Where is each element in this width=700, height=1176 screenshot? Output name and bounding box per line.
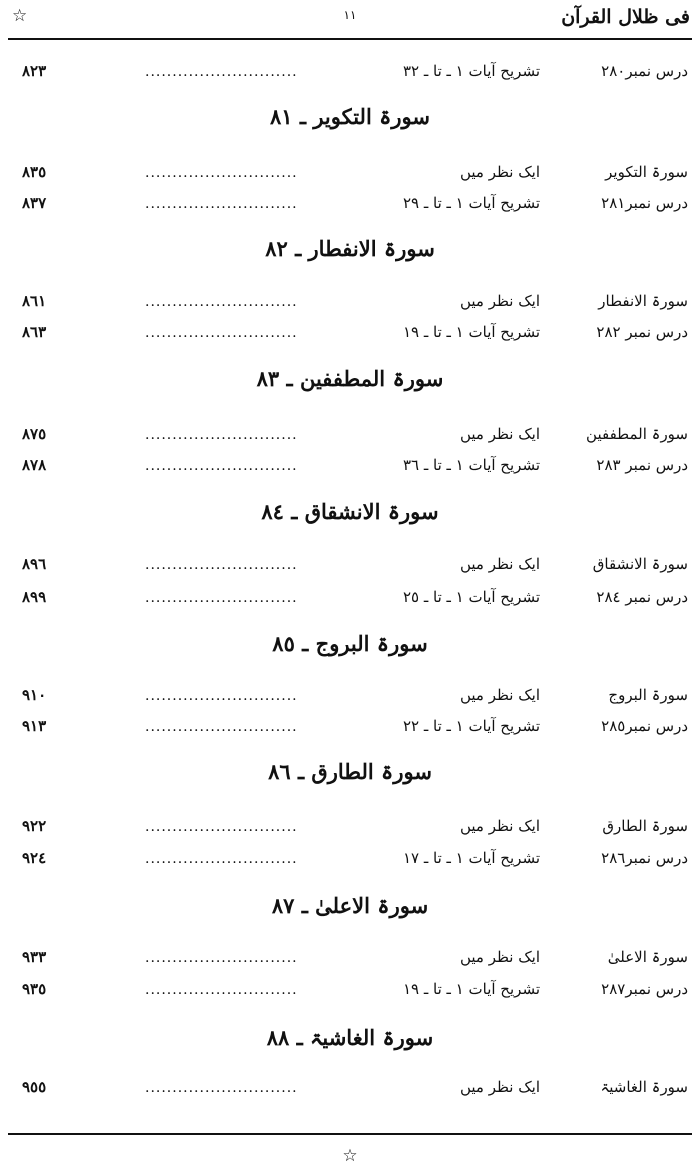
toc-row-label: درس نمبر٢٨٠ [601,62,688,80]
toc-row-description: ایک نظر میں [459,555,540,573]
toc-row-label: سورۃ الاعلیٰ [607,948,688,966]
toc-row-page-number: ٨٦٣ [22,323,47,341]
toc-row-description: ایک نظر میں [459,425,540,443]
toc-row-label: درس نمبر٢٨١ [601,194,688,212]
toc-row[interactable] [0,192,700,218]
toc-row[interactable] [0,290,700,316]
surah-heading: سورۃ الاعلیٰ ـ ٨٧ [271,893,429,918]
toc-row-label: درس نمبر٢٨٧ [601,980,688,998]
toc-row-leader-dots: ............................ [145,458,298,474]
surah-heading: سورۃ الطارق ـ ٨٦ [268,759,432,784]
toc-row[interactable] [0,423,700,449]
toc-row-leader-dots: ............................ [145,1080,298,1096]
toc-row[interactable] [0,321,700,347]
toc-row[interactable] [0,815,700,841]
toc-row-label: درس نمبر٢٨٥ [601,717,688,735]
toc-row-label: درس نمبر ٢٨٢ [596,323,688,341]
toc-row-page-number: ٩١٣ [22,717,47,735]
toc-row-description: ایک نظر میں [459,163,540,181]
toc-row-page-number: ٨٧٨ [22,456,47,474]
toc-row-page-number: ٩٢٢ [22,817,47,835]
toc-row[interactable] [0,847,700,873]
toc-row-leader-dots: ............................ [145,325,298,341]
toc-row-page-number: ٨٩٦ [22,555,47,573]
toc-row[interactable] [0,454,700,480]
toc-row-description: تشریح آیات ١ ـ تا ـ ٢٢ [402,717,540,735]
toc-row-leader-dots: ............................ [145,557,298,573]
toc-row-description: تشریح آیات ١ ـ تا ـ ١٧ [402,849,540,867]
toc-row-page-number: ٨٢٣ [22,62,47,80]
toc-row-description: ایک نظر میں [459,948,540,966]
toc-row-description: تشریح آیات ١ ـ تا ـ ١٩ [402,980,540,998]
toc-row-page-number: ٩٢٤ [22,849,47,867]
toc-row-leader-dots: ............................ [145,851,298,867]
toc-row-description: ایک نظر میں [459,292,540,310]
toc-row-description: تشریح آیات ١ ـ تا ـ ٣٦ [402,456,540,474]
toc-row[interactable] [0,60,700,86]
toc-row-page-number: ٨٣٥ [22,163,47,181]
surah-heading: سورۃ البروج ـ ٨٥ [272,631,428,656]
toc-row-description: ایک نظر میں [459,686,540,704]
toc-row-leader-dots: ............................ [145,719,298,735]
toc-row-description: تشریح آیات ١ ـ تا ـ ٢٩ [402,194,540,212]
toc-row[interactable] [0,553,700,579]
toc-row-description: تشریح آیات ١ ـ تا ـ ١٩ [402,323,540,341]
toc-row-leader-dots: ............................ [145,427,298,443]
toc-row-page-number: ٩١٠ [22,686,47,704]
toc-row-leader-dots: ............................ [145,950,298,966]
star-icon: ☆ [12,6,28,26]
toc-row-page-number: ٨٣٧ [22,194,47,212]
page-header [0,0,700,42]
toc-row-label: سورۃ البروج [608,686,688,704]
surah-heading: سورۃ التکویر ـ ٨١ [270,104,430,129]
toc-row-page-number: ٩٣٣ [22,948,47,966]
footer-rule [8,1133,692,1135]
toc-row-label: سورۃ الطارق [602,817,688,835]
toc-row-page-number: ٩٣٥ [22,980,47,998]
toc-row-label: سورۃ الانفطار [598,292,688,310]
toc-row[interactable] [0,1076,700,1102]
toc-row[interactable] [0,586,700,612]
toc-row-page-number: ٩٥٥ [22,1078,47,1096]
toc-row-label: درس نمبر٢٨٦ [601,849,688,867]
toc-row-label: سورۃ الغاشیۃ [600,1078,688,1096]
surah-heading: سورۃ الغاشیۃ ـ ٨٨ [266,1025,434,1050]
toc-row-leader-dots: ............................ [145,590,298,606]
toc-row-page-number: ٨٦١ [22,292,47,310]
toc-row[interactable] [0,684,700,710]
toc-row-description: تشریح آیات ١ ـ تا ـ ٢٥ [402,588,540,606]
toc-row-leader-dots: ............................ [145,982,298,998]
surah-heading: سورۃ الانشقاق ـ ٨٤ [261,499,439,524]
toc-row-leader-dots: ............................ [145,64,298,80]
toc-row[interactable] [0,978,700,1004]
surah-heading: سورۃ الانفطار ـ ٨٢ [265,236,435,261]
toc-row-label: سورۃ الانشقاق [592,555,688,573]
toc-row-page-number: ٨٩٩ [22,588,47,606]
toc-row-leader-dots: ............................ [145,819,298,835]
toc-row[interactable] [0,946,700,972]
toc-row-label: سورۃ التکویر [605,163,688,181]
surah-heading: سورۃ المطففین ـ ٨٣ [256,366,444,391]
toc-row-leader-dots: ............................ [145,165,298,181]
toc-row-description: ایک نظر میں [459,1078,540,1096]
toc-row[interactable] [0,161,700,187]
toc-row-description: ایک نظر میں [459,817,540,835]
page-number-marker: ١١ [343,8,357,22]
header-rule [8,38,692,40]
toc-row-page-number: ٨٧٥ [22,425,47,443]
toc-row-leader-dots: ............................ [145,688,298,704]
toc-row[interactable] [0,715,700,741]
toc-row-leader-dots: ............................ [145,294,298,310]
toc-row-label: درس نمبر ٢٨٤ [596,588,688,606]
book-title: فی ظلال القرآن [561,6,690,28]
toc-row-leader-dots: ............................ [145,196,298,212]
star-icon: ☆ [342,1146,358,1166]
toc-row-description: تشریح آیات ١ ـ تا ـ ٣٢ [402,62,540,80]
toc-row-label: درس نمبر ٢٨٣ [596,456,688,474]
toc-row-label: سورۃ المطففین [586,425,688,443]
